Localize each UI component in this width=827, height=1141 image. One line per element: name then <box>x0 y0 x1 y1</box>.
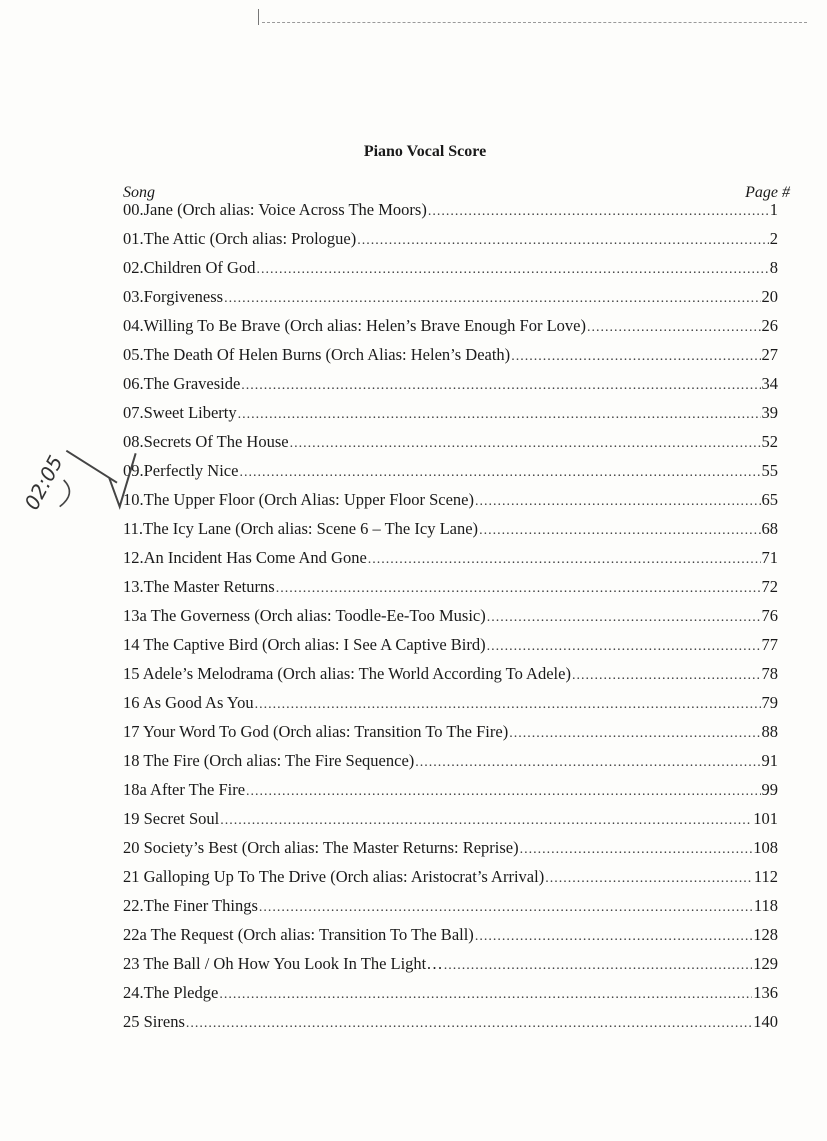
entry-title: 21 Galloping Up To The Drive (Orch alias: Aristocrat’s Arrival) <box>123 867 545 886</box>
entry-title: 05.The Death Of Helen Burns (Orch Alias: Helen’s Death) <box>123 345 511 364</box>
toc-entry <box>123 867 778 896</box>
dot-leader <box>276 581 761 597</box>
scan-artifact <box>258 9 259 25</box>
dot-leader <box>246 784 760 800</box>
toc-entry <box>123 258 778 287</box>
toc-entry <box>123 693 778 722</box>
entry-page: 1 <box>769 200 778 219</box>
entry-title: 01.The Attic (Orch alias: Prologue) <box>123 229 357 248</box>
entry-page: 79 <box>761 693 778 712</box>
entry-page: 52 <box>761 432 778 451</box>
dot-leader <box>415 755 760 771</box>
toc-entry <box>123 983 778 1012</box>
dot-leader <box>238 407 761 423</box>
entry-page: 27 <box>761 345 778 364</box>
dot-leader <box>587 320 761 336</box>
entry-title: 10.The Upper Floor (Orch Alias: Upper Floor Scene) <box>123 490 475 509</box>
dot-leader <box>475 929 752 945</box>
toc-entry <box>123 722 778 751</box>
toc-entry <box>123 229 778 258</box>
entry-page: 78 <box>761 664 778 683</box>
dot-leader <box>487 610 761 626</box>
dot-leader <box>444 958 752 974</box>
entry-page: 140 <box>753 1012 778 1031</box>
dot-leader <box>509 726 760 742</box>
entry-page: 118 <box>753 896 778 915</box>
entry-page: 39 <box>761 403 778 422</box>
entry-page: 99 <box>761 780 778 799</box>
entry-title: 04.Willing To Be Brave (Orch alias: Helen’s Brave Enough For Love) <box>123 316 586 335</box>
entry-page: 55 <box>761 461 778 480</box>
toc-entry <box>123 519 778 548</box>
entry-title: 07.Sweet Liberty <box>123 403 237 422</box>
entry-title: 18 The Fire (Orch alias: The Fire Sequence) <box>123 751 415 770</box>
entry-page: 108 <box>753 838 778 857</box>
entry-title: 24.The Pledge <box>123 983 219 1002</box>
entry-page: 77 <box>761 635 778 654</box>
dot-leader <box>475 494 760 510</box>
toc-entry <box>123 925 778 954</box>
toc-entry <box>123 780 778 809</box>
toc-entry <box>123 664 778 693</box>
dot-leader <box>511 349 760 365</box>
dot-leader <box>572 668 761 684</box>
dot-leader <box>256 262 768 278</box>
entry-title: 20 Society’s Best (Orch alias: The Master Returns: Reprise) <box>123 838 519 857</box>
dot-leader <box>241 378 760 394</box>
toc-entry <box>123 403 778 432</box>
entry-title: 08.Secrets Of The House <box>123 432 289 451</box>
entry-title: 16 As Good As You <box>123 693 254 712</box>
entry-title: 14 The Captive Bird (Orch alias: I See A Captive Bird) <box>123 635 486 654</box>
dot-leader <box>219 987 752 1003</box>
dot-leader <box>239 465 760 481</box>
entry-title: 11.The Icy Lane (Orch alias: Scene 6 – The Icy Lane) <box>123 519 479 538</box>
toc-entry <box>123 751 778 780</box>
entry-title: 00.Jane (Orch alias: Voice Across The Moors) <box>123 200 427 219</box>
toc-entry <box>123 287 778 316</box>
entry-title: 25 Sirens <box>123 1012 185 1031</box>
entry-title: 22.The Finer Things <box>123 896 258 915</box>
dot-leader <box>290 436 761 452</box>
entry-page: 76 <box>761 606 778 625</box>
scan-artifact-line <box>262 22 807 23</box>
entry-page: 34 <box>761 374 778 393</box>
toc-entry <box>123 345 778 374</box>
entry-page: 128 <box>753 925 778 944</box>
entry-page: 136 <box>753 983 778 1002</box>
toc-entry <box>123 316 778 345</box>
entry-page: 26 <box>761 316 778 335</box>
entry-title: 03.Forgiveness <box>123 287 224 306</box>
dot-leader <box>224 291 760 307</box>
entry-page: 91 <box>761 751 778 770</box>
toc-entry <box>123 896 778 925</box>
entry-page: 68 <box>761 519 778 538</box>
entry-title: 02.Children Of God <box>123 258 256 277</box>
toc-entry <box>123 490 778 519</box>
toc-entry <box>123 577 778 606</box>
column-header-song: Song <box>123 184 155 201</box>
entry-title: 06.The Graveside <box>123 374 241 393</box>
entry-page: 8 <box>769 258 778 277</box>
toc-entry <box>123 200 778 229</box>
toc-entry <box>123 809 778 838</box>
dot-leader <box>220 813 752 829</box>
dot-leader <box>545 871 753 887</box>
entry-title: 09.Perfectly Nice <box>123 461 239 480</box>
entry-title: 13a The Governess (Orch alias: Toodle-Ee-Too Music) <box>123 606 486 625</box>
entry-title: 15 Adele’s Melodrama (Orch alias: The World According To Adele) <box>123 664 571 683</box>
entry-page: 20 <box>761 287 778 306</box>
toc-entry <box>123 432 778 461</box>
entry-page: 71 <box>761 548 778 567</box>
toc-entry <box>123 374 778 403</box>
toc-entry <box>123 606 778 635</box>
entry-page: 72 <box>761 577 778 596</box>
entry-title: 17 Your Word To God (Orch alias: Transition To The Fire) <box>123 722 509 741</box>
dot-leader <box>255 697 761 713</box>
entry-page: 112 <box>753 867 778 886</box>
entry-page: 2 <box>769 229 778 248</box>
toc-entry <box>123 548 778 577</box>
dot-leader <box>259 900 753 916</box>
toc-entry <box>123 635 778 664</box>
dot-leader <box>428 204 769 220</box>
entry-page: 101 <box>753 809 778 828</box>
entry-title: 12.An Incident Has Come And Gone <box>123 548 367 567</box>
entry-title: 13.The Master Returns <box>123 577 275 596</box>
entry-page: 88 <box>761 722 778 741</box>
column-header-page: Page # <box>745 184 790 201</box>
dot-leader <box>357 233 769 249</box>
handwritten-checkmark-icon <box>48 440 138 520</box>
entry-page: 129 <box>753 954 778 973</box>
dot-leader <box>520 842 753 858</box>
entry-title: 23 The Ball / Oh How You Look In The Light… <box>123 954 443 973</box>
handwritten-note: 02:05 <box>19 451 68 514</box>
entry-title: 18a After The Fire <box>123 780 246 799</box>
entry-title: 19 Secret Soul <box>123 809 220 828</box>
dot-leader <box>186 1016 752 1032</box>
table-of-contents <box>123 200 778 1041</box>
toc-entry <box>123 1012 778 1041</box>
dot-leader <box>487 639 761 655</box>
page-title: Piano Vocal Score <box>363 143 487 160</box>
toc-entry <box>123 838 778 867</box>
toc-entry <box>123 461 778 490</box>
toc-entry <box>123 954 778 983</box>
dot-leader <box>479 523 760 539</box>
entry-title: 22a The Request (Orch alias: Transition To The Ball) <box>123 925 474 944</box>
dot-leader <box>368 552 761 568</box>
entry-page: 65 <box>761 490 778 509</box>
